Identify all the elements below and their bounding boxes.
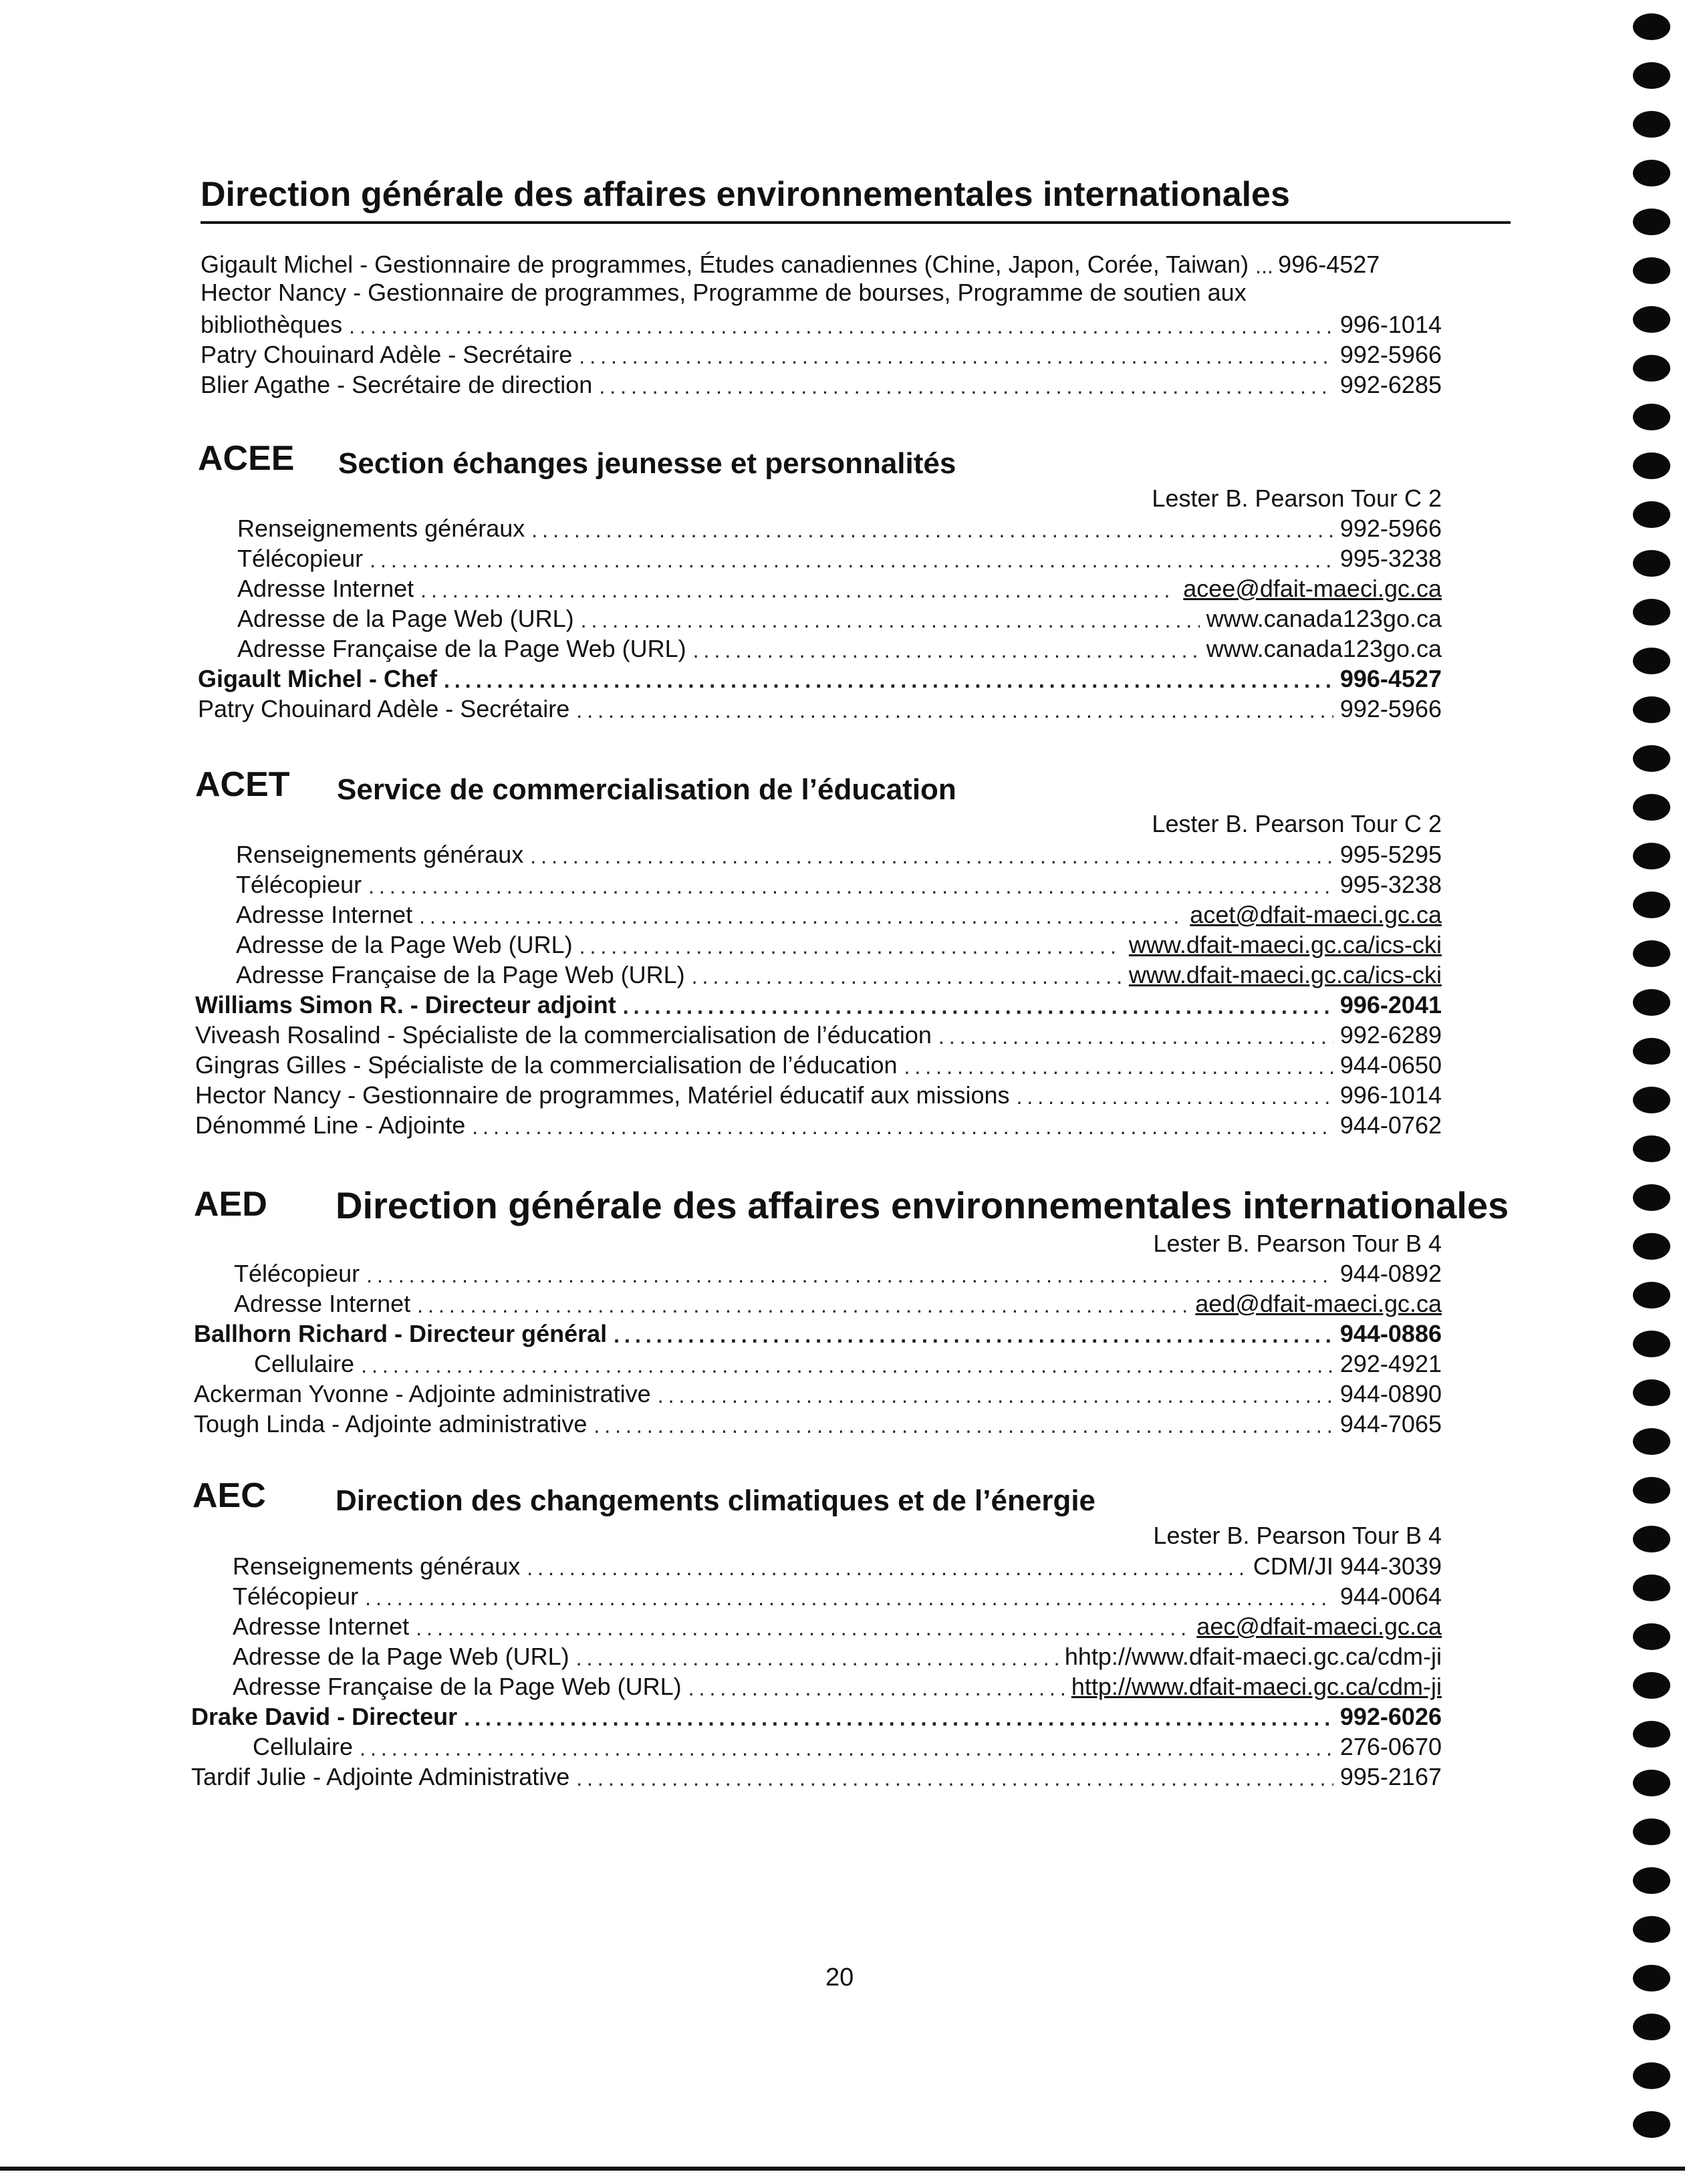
entry-value: 944-0762 xyxy=(1339,1111,1442,1139)
web-link[interactable]: www.dfait-maeci.gc.ca/ics-cki xyxy=(1128,931,1442,958)
directory-row xyxy=(201,368,1442,397)
entry-value: 944-0650 xyxy=(1339,1051,1442,1079)
binding-hole xyxy=(1633,550,1670,577)
section-heading xyxy=(198,439,956,480)
email-link[interactable]: acet@dfait-maeci.gc.ca xyxy=(1190,901,1442,928)
entry-value: 996-2041 xyxy=(1339,991,1442,1018)
entry-label: Tardif Julie - Adjointe Administrative xyxy=(191,1763,570,1790)
directory-row xyxy=(195,1048,1442,1077)
binding-hole xyxy=(1633,306,1670,333)
entry-label: Adresse Internet xyxy=(233,1613,410,1640)
entry-value: 995-5295 xyxy=(1339,841,1442,868)
leader-dots xyxy=(417,1294,1188,1316)
directory-row xyxy=(194,1407,1442,1436)
binding-hole xyxy=(1633,696,1670,723)
leader-dots xyxy=(579,936,1122,957)
entry-label: Adresse Internet xyxy=(234,1290,411,1317)
entry-value: 995-2167 xyxy=(1339,1763,1442,1790)
directory-row xyxy=(191,1699,1442,1729)
leader-dots xyxy=(368,875,1333,897)
directory-row xyxy=(233,1609,1442,1639)
entry-label: Dénommé Line - Adjointe xyxy=(195,1111,466,1139)
page-number: 20 xyxy=(825,1963,854,1992)
binding-hole xyxy=(1633,1721,1670,1748)
entry-label: Adresse Internet xyxy=(237,575,414,602)
leader-dots xyxy=(1255,255,1271,277)
binding-hole xyxy=(1633,1282,1670,1309)
leader-dots xyxy=(599,376,1333,397)
leader-dots xyxy=(688,1677,1065,1699)
binding-hole xyxy=(1633,1477,1670,1504)
entry-label: Cellulaire xyxy=(254,1350,355,1377)
leader-dots xyxy=(366,1264,1333,1286)
leader-dots xyxy=(370,549,1333,571)
binding-hole xyxy=(1633,1916,1670,1943)
section-location: Lester B. Pearson Tour C 2 xyxy=(1152,485,1442,512)
leader-dots xyxy=(416,1617,1190,1639)
leader-dots xyxy=(472,1116,1333,1137)
binding-hole xyxy=(1633,599,1670,626)
leader-dots xyxy=(360,1738,1333,1759)
web-link[interactable]: hhtp://www.dfait-maeci.gc.ca/cdm-ji xyxy=(1064,1643,1442,1670)
section-name: Section échanges jeunesse et personnalités xyxy=(338,447,956,480)
entry-value: 992-5966 xyxy=(1339,515,1442,542)
entry-value: 996-1014 xyxy=(1339,1081,1442,1109)
directory-row xyxy=(237,601,1442,631)
binding-hole xyxy=(1633,404,1670,430)
binding-hole xyxy=(1633,940,1670,967)
entry-label: Adresse de la Page Web (URL) xyxy=(236,931,573,958)
entry-label: Adresse Française de la Page Web (URL) xyxy=(236,961,685,988)
directory-row xyxy=(194,1317,1442,1346)
leader-dots xyxy=(1017,1086,1333,1107)
bottom-rule xyxy=(0,2167,1685,2171)
leader-dots xyxy=(904,1056,1333,1077)
leader-dots xyxy=(579,346,1333,367)
binding-hole xyxy=(1633,2014,1670,2040)
binding-hole xyxy=(1633,62,1670,89)
entry-label: bibliothèques xyxy=(201,311,343,338)
email-link[interactable]: aed@dfait-maeci.gc.ca xyxy=(1195,1290,1442,1317)
directory-row xyxy=(237,511,1442,541)
leader-dots xyxy=(464,1708,1333,1729)
web-link[interactable]: www.canada123go.ca xyxy=(1206,635,1442,662)
directory-row xyxy=(195,1018,1442,1047)
section-heading xyxy=(192,1476,1096,1517)
binding-hole xyxy=(1633,257,1670,284)
entry-label: Adresse Internet xyxy=(236,901,413,928)
directory-row xyxy=(237,571,1442,601)
directory-row xyxy=(201,307,1442,337)
web-link[interactable]: www.canada123go.ca xyxy=(1206,605,1442,632)
entry-label: Renseignements généraux xyxy=(236,841,524,868)
leader-dots xyxy=(692,966,1122,987)
binding-hole xyxy=(1633,1184,1670,1211)
entry-label: Télécopieur xyxy=(233,1583,359,1610)
directory-row xyxy=(236,928,1442,957)
page-title: Direction générale des affaires environnementales internationales xyxy=(201,177,1511,224)
entry-label: Renseignements généraux xyxy=(233,1552,521,1580)
section-name: Direction des changements climatiques et de l’énergie xyxy=(336,1484,1096,1517)
leader-dots xyxy=(594,1415,1333,1436)
leader-dots xyxy=(576,1768,1333,1789)
entry-value: 276-0670 xyxy=(1339,1733,1442,1760)
entry-label: Adresse Française de la Page Web (URL) xyxy=(237,635,686,662)
entry-value: 992-6026 xyxy=(1339,1703,1442,1730)
directory-row xyxy=(195,1078,1442,1107)
entry-label: Viveash Rosalind - Spécialiste de la commercialisation de l’éducation xyxy=(195,1021,932,1049)
binding-hole xyxy=(1633,892,1670,918)
binding-hole xyxy=(1633,1135,1670,1162)
entry-value: 992-5966 xyxy=(1339,341,1442,368)
entry-label: Adresse de la Page Web (URL) xyxy=(233,1643,569,1670)
directory-row xyxy=(236,867,1442,897)
leader-dots xyxy=(938,1026,1333,1047)
entry-value: 996-4527 xyxy=(1278,251,1380,278)
binding-hole xyxy=(1633,355,1670,382)
entry-label: Ballhorn Richard - Directeur général xyxy=(194,1320,608,1347)
section-code: AED xyxy=(194,1185,267,1224)
section-heading xyxy=(194,1184,1509,1226)
directory-row xyxy=(201,247,1442,277)
binding-hole xyxy=(1633,1672,1670,1699)
directory-row xyxy=(253,1730,1442,1759)
section-code: ACET xyxy=(195,765,290,804)
binding-hole xyxy=(1633,794,1670,821)
entry-value: 944-0890 xyxy=(1339,1380,1442,1407)
binding-hole xyxy=(1633,1428,1670,1455)
entry-label: Ackerman Yvonne - Adjointe administrative xyxy=(194,1380,651,1407)
leader-dots xyxy=(623,996,1333,1017)
binding-hole xyxy=(1633,1965,1670,1992)
leader-dots xyxy=(576,1647,1058,1669)
directory-row xyxy=(198,662,1442,691)
directory-row xyxy=(236,958,1442,987)
entry-value: 995-3238 xyxy=(1339,871,1442,898)
binding-holes xyxy=(1633,13,1673,2165)
entry-label: Gigault Michel - Chef xyxy=(198,665,438,692)
leader-dots xyxy=(576,700,1333,721)
entry-label: Patry Chouinard Adèle - Secrétaire xyxy=(201,341,573,368)
binding-hole xyxy=(1633,1233,1670,1260)
leader-dots xyxy=(658,1385,1333,1406)
entry-label: Patry Chouinard Adèle - Secrétaire xyxy=(198,695,570,722)
leader-dots xyxy=(693,640,1200,661)
entry-value: 992-5966 xyxy=(1339,695,1442,722)
binding-hole xyxy=(1633,1038,1670,1065)
leader-dots xyxy=(530,845,1333,867)
directory-row xyxy=(236,898,1442,927)
entry-value: 992-6285 xyxy=(1339,371,1442,398)
directory-row xyxy=(191,1760,1442,1789)
binding-hole xyxy=(1633,160,1670,186)
binding-hole xyxy=(1633,745,1670,772)
directory-row xyxy=(233,1579,1442,1609)
entry-value: 944-0892 xyxy=(1339,1260,1442,1287)
binding-hole xyxy=(1633,1087,1670,1113)
binding-hole xyxy=(1633,1867,1670,1894)
directory-row xyxy=(201,337,1442,367)
binding-hole xyxy=(1633,1623,1670,1650)
directory-row xyxy=(237,632,1442,661)
directory-row xyxy=(233,1549,1442,1579)
entry-label: Gigault Michel - Gestionnaire de programmes, Études canadiennes (Chine, Japon, Corée, Taiwan) xyxy=(201,251,1249,278)
entry-label: Télécopieur xyxy=(237,545,364,572)
directory-row xyxy=(195,988,1442,1017)
section-location: Lester B. Pearson Tour B 4 xyxy=(1153,1522,1442,1549)
section-location: Lester B. Pearson Tour C 2 xyxy=(1152,810,1442,837)
email-link[interactable]: acee@dfait-maeci.gc.ca xyxy=(1183,575,1442,602)
entry-value: CDM/JI 944-3039 xyxy=(1253,1552,1442,1580)
section-name: Direction générale des affaires environnementales internationales xyxy=(336,1184,1509,1226)
leader-dots xyxy=(419,906,1183,927)
leader-dots xyxy=(420,579,1176,601)
entry-value: 996-4527 xyxy=(1339,665,1442,692)
binding-hole xyxy=(1633,989,1670,1016)
web-link[interactable]: www.dfait-maeci.gc.ca/ics-cki xyxy=(1128,961,1442,988)
binding-hole xyxy=(1633,452,1670,479)
section-name: Service de commercialisation de l’éducation xyxy=(337,773,956,806)
directory-row xyxy=(234,1256,1442,1286)
leader-dots xyxy=(365,1587,1333,1609)
entry-value: 944-0886 xyxy=(1339,1320,1442,1347)
section-heading xyxy=(195,765,956,806)
entry-label: Gingras Gilles - Spécialiste de la commercialisation de l’éducation xyxy=(195,1051,898,1079)
binding-hole xyxy=(1633,1575,1670,1601)
binding-hole xyxy=(1633,209,1670,235)
entry-label: Adresse Française de la Page Web (URL) xyxy=(233,1673,682,1700)
directory-row xyxy=(233,1639,1442,1669)
directory-row xyxy=(198,692,1442,721)
directory-row xyxy=(194,1377,1442,1406)
directory-row xyxy=(233,1669,1442,1699)
entry-label: Télécopieur xyxy=(234,1260,360,1287)
web-link[interactable]: http://www.dfait-maeci.gc.ca/cdm-ji xyxy=(1071,1673,1442,1700)
entry-label: Hector Nancy - Gestionnaire de programmes, Matériel éducatif aux missions xyxy=(195,1081,1010,1109)
entry-value: 292-4921 xyxy=(1339,1350,1442,1377)
directory-row xyxy=(254,1347,1442,1376)
leader-dots xyxy=(614,1325,1333,1346)
binding-hole xyxy=(1633,843,1670,869)
directory-row xyxy=(236,837,1442,867)
entry-label-line1: Hector Nancy - Gestionnaire de programmes, Programme de bourses, Programme de soutien aux xyxy=(201,279,1247,306)
entry-value: 944-7065 xyxy=(1339,1410,1442,1438)
binding-hole xyxy=(1633,1770,1670,1796)
binding-hole xyxy=(1633,1331,1670,1357)
leader-dots xyxy=(531,519,1333,541)
section-code: ACEE xyxy=(198,439,295,478)
section-code: AEC xyxy=(192,1476,266,1515)
leader-dots xyxy=(349,315,1333,337)
binding-hole xyxy=(1633,2111,1670,2138)
entry-label: Adresse de la Page Web (URL) xyxy=(237,605,574,632)
email-link[interactable]: aec@dfait-maeci.gc.ca xyxy=(1196,1613,1442,1640)
leader-dots xyxy=(581,609,1200,631)
leader-dots xyxy=(361,1355,1333,1376)
binding-hole xyxy=(1633,1379,1670,1406)
leader-dots xyxy=(444,670,1333,691)
entry-value: 996-1014 xyxy=(1339,311,1442,338)
binding-hole xyxy=(1633,648,1670,674)
entry-value: 995-3238 xyxy=(1339,545,1442,572)
entry-label: Williams Simon R. - Directeur adjoint xyxy=(195,991,616,1018)
entry-value: 992-6289 xyxy=(1339,1021,1442,1049)
directory-row xyxy=(234,1286,1442,1316)
entry-label: Cellulaire xyxy=(253,1733,354,1760)
directory-row xyxy=(195,1108,1442,1137)
entry-label: Drake David - Directeur xyxy=(191,1703,458,1730)
leader-dots xyxy=(527,1557,1247,1579)
binding-hole xyxy=(1633,1526,1670,1552)
binding-hole xyxy=(1633,13,1670,40)
section-location: Lester B. Pearson Tour B 4 xyxy=(1153,1230,1442,1257)
entry-label: Blier Agathe - Secrétaire de direction xyxy=(201,371,593,398)
entry-label: Télécopieur xyxy=(236,871,362,898)
entry-value: 944-0064 xyxy=(1339,1583,1442,1610)
binding-hole xyxy=(1633,111,1670,138)
binding-hole xyxy=(1633,1818,1670,1845)
entry-label: Renseignements généraux xyxy=(237,515,525,542)
binding-hole xyxy=(1633,501,1670,528)
entry-label: Tough Linda - Adjointe administrative xyxy=(194,1410,588,1438)
directory-row xyxy=(237,541,1442,571)
binding-hole xyxy=(1633,2062,1670,2089)
